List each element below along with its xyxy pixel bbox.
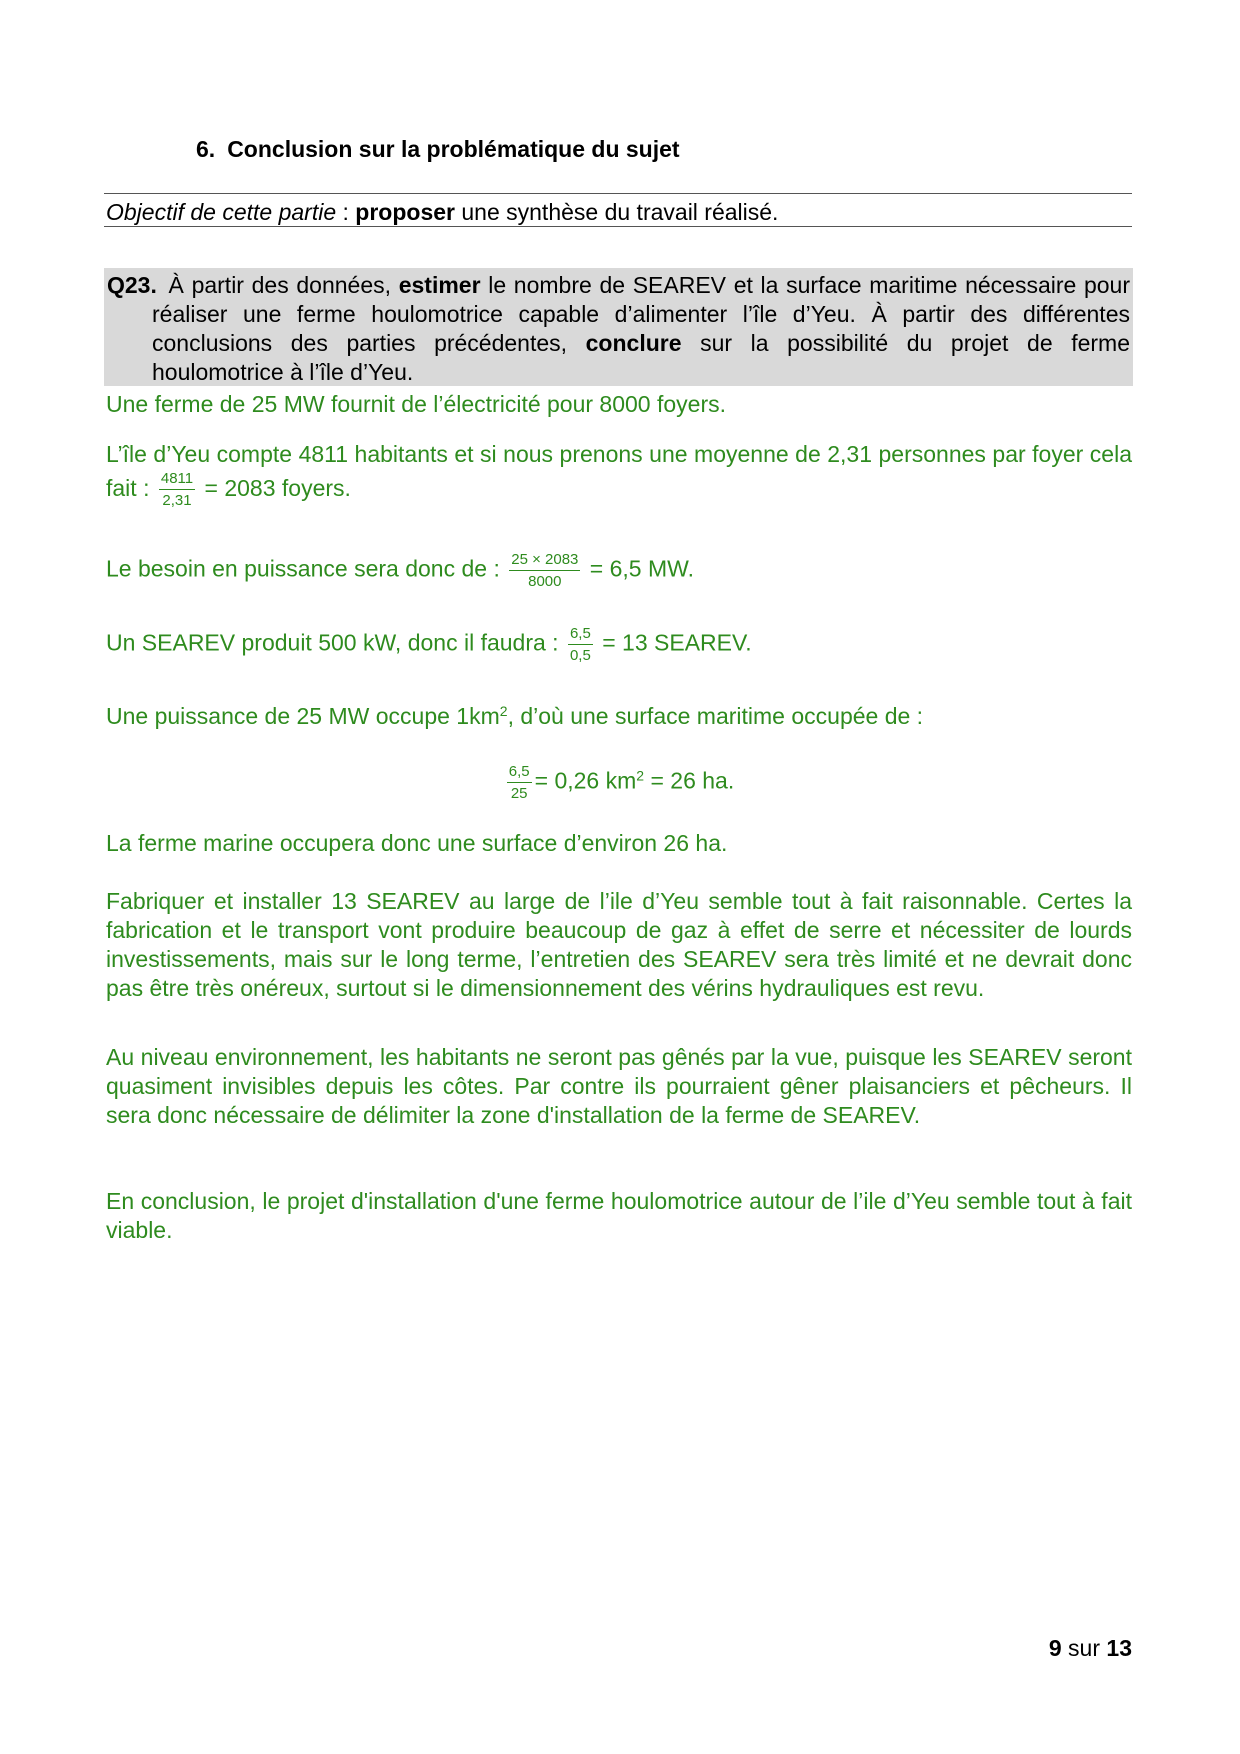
answer-equation-surface xyxy=(106,764,1132,801)
answer-p5-text: Une puissance de 25 MW occupe 1km xyxy=(106,703,500,729)
objective-box xyxy=(104,193,1132,227)
section-title: Conclusion sur la problématique du sujet xyxy=(227,136,680,162)
answer-p4-result: = 13 SEAREV. xyxy=(602,629,752,656)
answer-paragraph-7: La ferme marine occupera donc une surface d’environ 26 ha. xyxy=(106,830,728,856)
superscript-2: 2 xyxy=(499,703,508,719)
objective-verb: proposer xyxy=(355,199,455,225)
answer-p6-result: = 0,26 km xyxy=(534,767,637,794)
answer-p2-result: = 2083 foyers. xyxy=(204,475,351,501)
answer-paragraph-1: Une ferme de 25 MW fournit de l’électricité pour 8000 foyers. xyxy=(106,391,727,417)
page-total: 13 xyxy=(1106,1635,1132,1661)
fraction-numerator: 6,5 xyxy=(568,626,593,645)
question-label: Q23. xyxy=(107,272,157,298)
fraction-surface xyxy=(507,764,532,801)
fraction-puissance xyxy=(509,552,580,589)
answer-p6-rest: = 26 ha. xyxy=(644,767,735,794)
answer-p3-text: Le besoin en puissance sera donc de : xyxy=(106,555,500,582)
answer-p4-text: Un SEAREV produit 500 kW, donc il faudra : xyxy=(106,629,559,656)
question-bold-estimer: estimer xyxy=(398,272,481,298)
fraction-numerator: 25 × 2083 xyxy=(509,552,580,571)
superscript-2: 2 xyxy=(636,767,645,784)
answer-paragraph-10: En conclusion, le projet d'installation d'une ferme houlomotrice autour de l’ile d’Yeu semble tout à fait viable. xyxy=(106,1188,1132,1243)
question-text-1: À partir des données, xyxy=(160,272,399,298)
page-sep: sur xyxy=(1061,1635,1107,1661)
section-heading xyxy=(196,136,680,163)
answer-p5-rest: , d’où une surface maritime occupée de : xyxy=(507,703,924,729)
question-bold-conclure: conclure xyxy=(585,330,682,356)
answer-p2-text: L’île d’Yeu compte 4811 habitants et si nous prenons une moyenne de 2,31 personnes par foyer cela fait : xyxy=(106,441,1132,501)
answer-paragraph-8: Fabriquer et installer 13 SEAREV au large de l’ile d’Yeu semble tout à fait raisonnable. Certes la fabrication et le transport vont produire beaucoup de gaz à effet de serre et nécessiter de lourds investissements, mais sur le long terme, l’entretien des SEAREV sera très limité et ne devrait donc pas être très onéreux, surtout si le dimensionnement des vérins hydrauliques est revu. xyxy=(106,888,1132,1001)
objective-rest: une synthèse du travail réalisé. xyxy=(454,199,779,225)
section-number: 6. xyxy=(196,136,216,162)
page-current: 9 xyxy=(1048,1635,1062,1661)
question-text-3: sur la possibilité du projet de ferme houlomotrice à l’île d’Yeu. xyxy=(152,330,1130,385)
answer-paragraph-3 xyxy=(106,552,1132,589)
answer-paragraph-9: Au niveau environnement, les habitants ne seront pas gênés par la vue, puisque les SEAREV seront quasiment invisibles depuis les côtes. Par contre ils pourraient gêner plaisanciers et pêcheurs. Il sera donc nécessaire de délimiter la zone d'installation de la ferme de SEAREV. xyxy=(106,1044,1132,1128)
fraction-numerator: 4811 xyxy=(159,471,195,490)
answer-paragraph-2 xyxy=(106,437,1132,508)
fraction-denominator: 2,31 xyxy=(162,492,192,510)
page-number xyxy=(1049,1635,1132,1662)
fraction-searev xyxy=(568,626,593,663)
fraction-numerator: 6,5 xyxy=(507,764,532,783)
fraction-foyers xyxy=(159,471,195,508)
question-q23 xyxy=(104,268,1133,386)
answer-paragraph-4 xyxy=(106,626,1132,663)
objective-sep: : xyxy=(336,199,356,225)
fraction-denominator: 25 xyxy=(510,785,528,802)
fraction-denominator: 8000 xyxy=(528,573,562,590)
fraction-denominator: 0,5 xyxy=(569,647,591,664)
answer-p3-result: = 6,5 MW. xyxy=(589,555,694,582)
answer-paragraph-5 xyxy=(106,702,1132,731)
question-text-2: le nombre de SEAREV et la surface maritime nécessaire pour réaliser une ferme houlomotrice capable d’alimenter l’île d’Yeu. À partir des différentes conclusions des parties précédentes, xyxy=(152,272,1131,356)
objective-label: Objectif de cette partie xyxy=(106,199,337,225)
